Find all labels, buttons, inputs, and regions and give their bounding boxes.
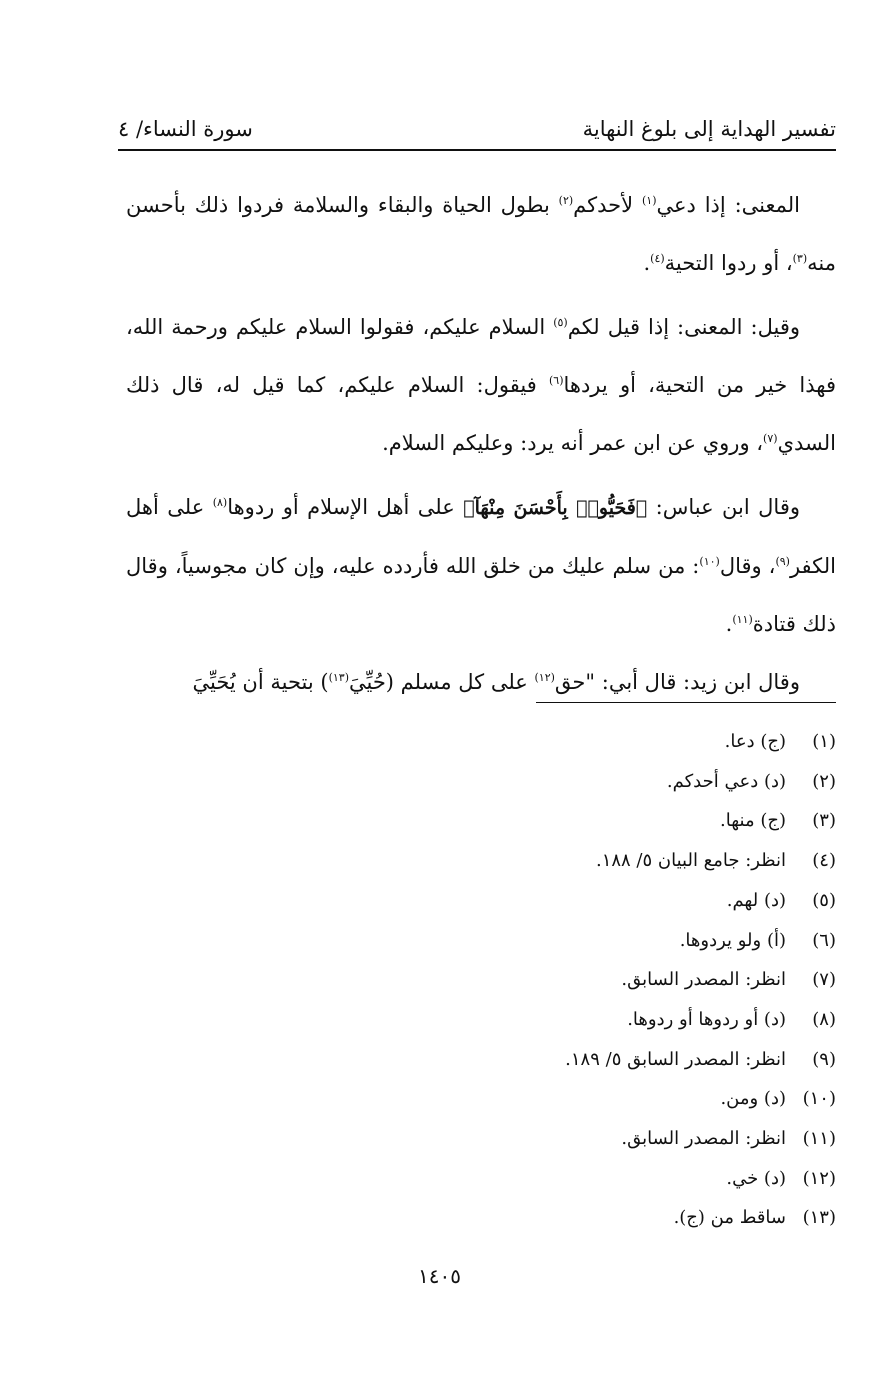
- footnote-text: انظر: المصدر السابق ٥/ ١٨٩.: [565, 1048, 786, 1070]
- footnote-item: [436, 921, 836, 961]
- text-span: ، وقال: [719, 554, 776, 578]
- text-span: السلام عليكم، فقولوا السلام عليكم ورحمة الله، فهذا خير من التحية، أو يردها: [126, 315, 836, 397]
- text-span: المعنى: إذا دعي: [656, 193, 800, 217]
- footnote-ref: (١): [641, 194, 657, 207]
- text-span: وقال ابن زيد: قال أبي: "حق: [554, 670, 800, 694]
- footnote-number: (١٠): [802, 1088, 836, 1110]
- footnote-item: [436, 1119, 836, 1159]
- main-text: [126, 176, 836, 717]
- footnote-item: [436, 1040, 836, 1080]
- footnote-number: (٦): [812, 929, 836, 951]
- footnotes-list: [436, 722, 836, 1238]
- footnote-text: (ج) دعا.: [724, 731, 786, 752]
- text-span: .: [643, 251, 651, 275]
- text-span: فيقول: السلام عليكم، كما قيل له، قال ذلك السدي: [126, 373, 836, 455]
- footnote-number: (١٢): [802, 1167, 836, 1189]
- footnote-text: (د) خي.: [726, 1167, 786, 1189]
- text-span: : من سلم عليك من خلق الله فأردده عليه، وإن كان مجوسياً، وقال ذلك قتادة: [126, 554, 836, 636]
- footnote-item: [436, 1000, 836, 1040]
- footnote-ref: (١٣): [328, 671, 349, 684]
- footnote-number: (٤): [812, 850, 836, 872]
- text-span: .: [725, 612, 733, 636]
- footnote-ref: (٤): [650, 252, 665, 265]
- footnote-text: (ج) منها.: [720, 810, 786, 832]
- footnote-item: [436, 960, 836, 1000]
- footnote-ref: (٩): [775, 555, 790, 568]
- text-span: وقيل: المعنى: إذا قيل لكم: [567, 315, 800, 339]
- text-span: ، وروي عن ابن عمر أنه يرد: وعليكم السلام.: [382, 431, 764, 455]
- footnote-ref: (٦): [548, 374, 564, 387]
- running-head: [118, 112, 836, 146]
- text-span: على كل مسلم (حُيِّيَ: [348, 670, 535, 694]
- footnote-separator: [536, 702, 836, 703]
- footnote-text: ساقط من (ج).: [673, 1207, 786, 1229]
- footnote-text: (د) لهم.: [726, 889, 786, 911]
- footnote-text: انظر: المصدر السابق.: [621, 969, 786, 991]
- text-span: ، أو ردوا التحية: [664, 251, 793, 275]
- footnote-item: [436, 722, 836, 762]
- footnote-number: (٩): [812, 1048, 836, 1070]
- text-span: لأحدكم: [573, 193, 642, 217]
- footnote-ref: (١١): [732, 613, 753, 626]
- paragraph-2: [126, 298, 836, 472]
- book-title: تفسير الهداية إلى بلوغ النهاية: [582, 117, 836, 141]
- surah-label: سورة النساء/ ٤: [118, 117, 253, 141]
- quran-verse: ﴿فَحَيُّوا۟ بِأَحْسَنَ مِنْهَآ﴾: [463, 497, 648, 519]
- footnote-text: (أ) ولو يردوها.: [679, 929, 786, 951]
- header-rule: [118, 149, 836, 151]
- footnote-text: (د) ومن.: [720, 1088, 786, 1110]
- text-span: وقال ابن عباس:: [647, 495, 800, 519]
- footnote-ref: (٢): [558, 194, 574, 207]
- footnote-text: (د) دعي أحدكم.: [666, 770, 786, 792]
- footnote-ref: (٧): [763, 432, 778, 445]
- footnote-number: (١١): [802, 1128, 836, 1150]
- text-span: على أهل الإسلام أو ردوها: [227, 495, 464, 519]
- footnote-ref: (١٠): [699, 555, 720, 568]
- footnote-text: (د) أو ردوها أو ردوها.: [627, 1008, 786, 1030]
- footnote-item: [436, 841, 836, 881]
- footnote-item: [436, 1159, 836, 1199]
- page-number: ١٤٠٥: [418, 1264, 461, 1288]
- footnote-number: (٢): [812, 770, 836, 792]
- text-span: بطول الحياة والبقاء والسلامة فردوا ذلك بأحسن منه: [126, 193, 836, 275]
- footnote-ref: (٨): [212, 496, 228, 509]
- footnote-number: (١): [812, 731, 836, 752]
- footnote-item: [436, 762, 836, 802]
- footnote-item: [436, 1079, 836, 1119]
- footnote-number: (٨): [812, 1008, 836, 1030]
- footnote-text: انظر: جامع البيان ٥/ ١٨٨.: [595, 850, 786, 872]
- footnote-ref: (٥): [553, 316, 568, 329]
- paragraph-1: [126, 176, 836, 292]
- footnote-ref: (٣): [792, 252, 808, 265]
- footnote-number: (١٣): [802, 1207, 836, 1229]
- footnote-number: (٧): [812, 969, 836, 991]
- footnote-item: [436, 801, 836, 841]
- footnote-number: (٣): [812, 810, 836, 832]
- text-span: ) بتحية أن يُحَيِّيَ: [192, 670, 329, 694]
- text-span: على أهل الكفر: [126, 495, 836, 578]
- footnote-ref: (١٢): [534, 671, 555, 684]
- footnote-item: [436, 881, 836, 921]
- footnote-item: [436, 1198, 836, 1238]
- paragraph-3: [126, 478, 836, 653]
- footnote-number: (٥): [812, 889, 836, 911]
- footnote-text: انظر: المصدر السابق.: [621, 1128, 786, 1150]
